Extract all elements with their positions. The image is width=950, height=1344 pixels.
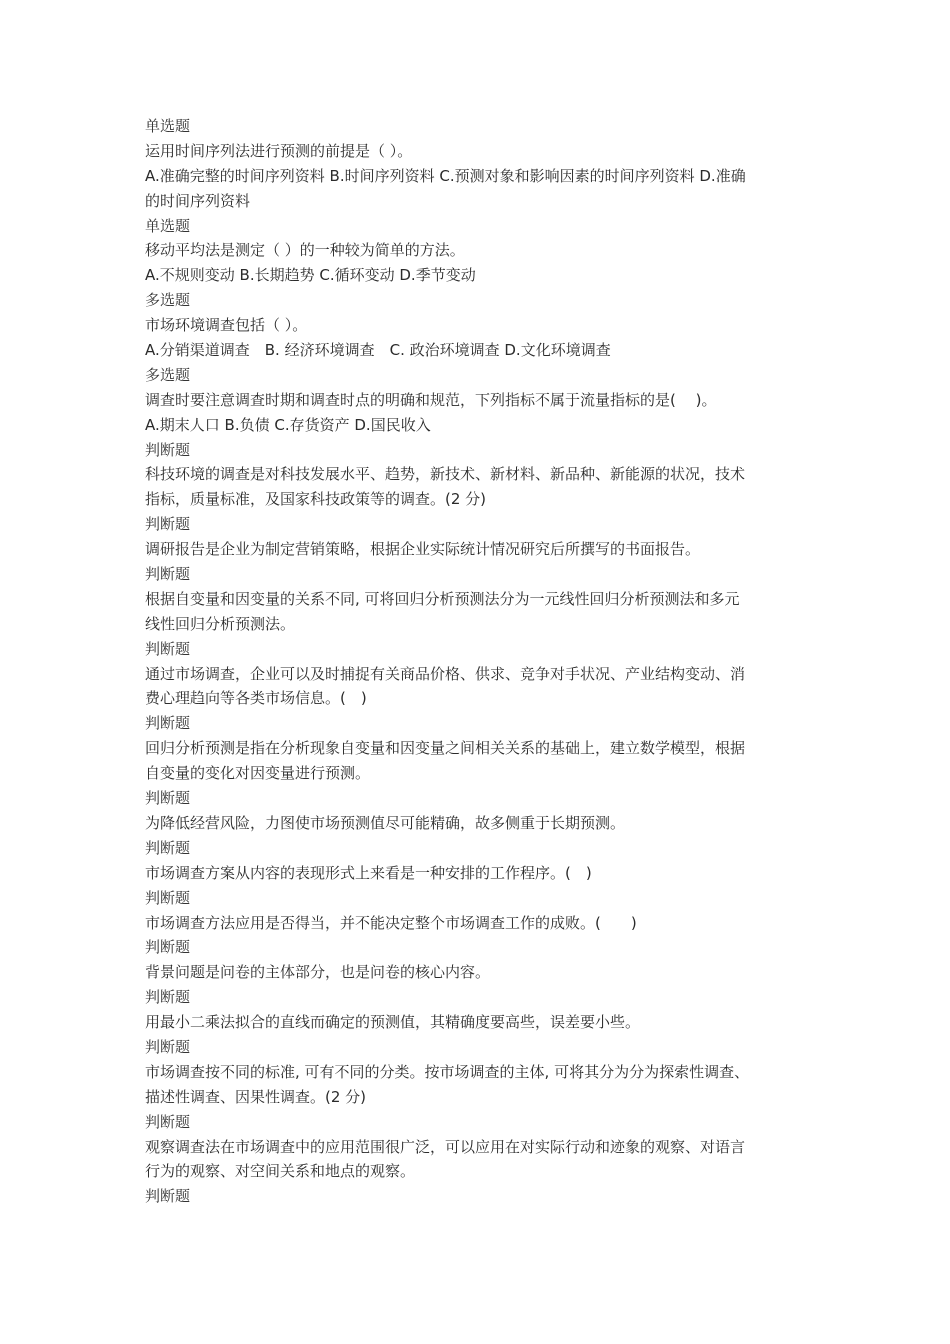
question-type-label: 多选题 <box>145 365 191 384</box>
question-text-line: 通过市场调查，企业可以及时捕捉有关商品价格、供求、竞争对手状况、产业结构变动、消 <box>145 664 746 683</box>
question-text-line: 根据自变量和因变量的关系不同, 可将回归分析预测法分为一元线性回归分析预测法和多元 <box>145 589 740 608</box>
document-page <box>145 114 810 1209</box>
question-type-label: 判断题 <box>145 988 191 1007</box>
question-text-line: 为降低经营风险，力图使市场预测值尽可能精确，故多侧重于长期预测。 <box>145 813 626 832</box>
question-text-line: 背景问题是问卷的主体部分，也是问卷的核心内容。 <box>145 963 491 982</box>
question-text-line: 费心理趋向等各类市场信息。( ) <box>145 689 367 708</box>
question-type-label: 判断题 <box>145 639 191 658</box>
question-text-line: A.期末人口 B.负债 C.存货资产 D.国民收入 <box>145 415 431 434</box>
question-text-line: 科技环境的调查是对科技发展水平、趋势，新技术、新材料、新品种、新能源的状况，技术 <box>145 465 746 484</box>
question-type-label: 判断题 <box>145 515 191 534</box>
question-type-label: 判断题 <box>145 789 191 808</box>
question-text-line: 回归分析预测是指在分析现象自变量和因变量之间相关关系的基础上，建立数学模型，根据 <box>145 739 746 758</box>
question-type-label: 判断题 <box>145 1112 191 1131</box>
question-text-line: 指标，质量标准，及国家科技政策等的调查。(2 分) <box>145 490 487 509</box>
question-type-label: 判断题 <box>145 714 191 733</box>
question-type-label: 单选题 <box>145 117 191 135</box>
question-text-line: 移动平均法是测定（ ）的一种较为简单的方法。 <box>145 241 465 260</box>
question-text-line: 自变量的变化对因变量进行预测。 <box>145 764 371 783</box>
question-type-label: 判断题 <box>145 1037 191 1056</box>
question-text-line: 线性回归分析预测法。 <box>145 614 296 633</box>
question-type-label: 多选题 <box>145 291 191 310</box>
question-text-line: 调查时要注意调查时期和调查时点的明确和规范，下列指标不属于流量指标的是( )。 <box>145 390 717 409</box>
question-text-line: 用最小二乘法拟合的直线而确定的预测值，其精确度要高些，误差要小些。 <box>145 1013 641 1032</box>
question-text-line: 行为的观察、对空间关系和地点的观察。 <box>145 1162 416 1181</box>
question-type-label: 判断题 <box>145 938 191 957</box>
question-type-label: 判断题 <box>145 1187 191 1206</box>
question-text-line: 市场调查方案从内容的表现形式上来看是一种安排的工作程序。( ) <box>145 863 592 882</box>
question-text-line: A.不规则变动 B.长期趋势 C.循环变动 D.季节变动 <box>145 266 476 285</box>
question-type-label: 判断题 <box>145 440 191 459</box>
question-text-line: 市场环境调查包括（ ）。 <box>145 316 308 335</box>
question-text-line: 调研报告是企业为制定营销策略，根据企业实际统计情况研究后所撰写的书面报告。 <box>145 540 701 559</box>
question-text-line: 观察调查法在市场调查中的应用范围很广泛，可以应用在对实际行动和迹象的观察、对语言 <box>145 1137 746 1156</box>
question-type-label: 单选题 <box>145 216 191 235</box>
question-type-label: 判断题 <box>145 838 191 857</box>
question-type-label: 判断题 <box>145 565 191 584</box>
question-text-line: 运用时间序列法进行预测的前提是（ ）。 <box>145 141 413 160</box>
question-text-line: 市场调查方法应用是否得当，并不能决定整个市场调查工作的成败。( ) <box>145 913 637 932</box>
question-text-line: A.分销渠道调查 B. 经济环境调查 C. 政治环境调查 D.文化环境调查 <box>145 341 611 360</box>
question-text-line: A.准确完整的时间序列资料 B.时间序列资料 C.预测对象和影响因素的时间序列资料 D.准确 <box>145 166 746 185</box>
question-text-line: 的时间序列资料 <box>145 191 251 210</box>
question-text-line: 描述性调查、因果性调查。(2 分) <box>145 1087 367 1106</box>
question-type-label: 判断题 <box>145 888 191 907</box>
question-text-line: 市场调查按不同的标准, 可有不同的分类。按市场调查的主体, 可将其分为分为探索性调查、 <box>145 1062 750 1081</box>
